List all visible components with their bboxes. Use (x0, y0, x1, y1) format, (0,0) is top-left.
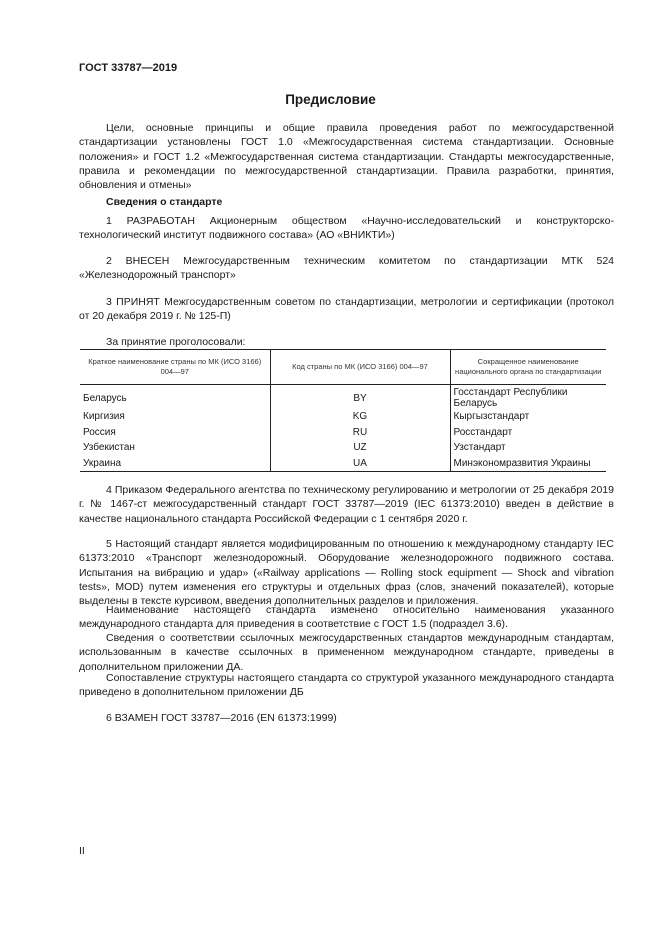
table-row (80, 425, 606, 441)
header-country-name: Краткое наименование страны по МК (ИСО 3166) 004—97 (80, 350, 270, 385)
header-country-code: Код страны по МК (ИСО 3166) 004—97 (270, 350, 450, 385)
country-name: Беларусь (83, 392, 127, 404)
item-5-paragraph: 5 Настоящий стандарт является модифицированным по отношению к международному стандарту IEC 61373:2010 «Транспорт железнодорожный. Оборудование железнодорожного подвижного состава. Испытания на вибрацию и удар» («Railway applications — Rolling stock equipment — Shock and vibration tests», MOD) путем изменения его структуры и отдельных фраз (слов, значений показателей), которые выделены в тексте курсивом, введения дополнительных разделов и приложения. (79, 538, 614, 608)
standards-body: Минэкономразвития Украины (450, 456, 606, 472)
table-header-row (80, 350, 606, 385)
item-4-paragraph: 4 Приказом Федерального агентства по техническому регулированию и метрологии от 25 декабря 2019 г. № 1467-ст межгосударственный стандарт ГОСТ 33787—2019 (IEC 61373:2010) введен в действие в качестве национального стандарта Российской Федерации с 1 сентября 2020 г. (79, 484, 614, 525)
intro-paragraph: Цели, основные принципы и общие правила проведения работ по межгосударственной стандартизации установлены ГОСТ 1.0 «Межгосударственная система стандартизации. Основные положения» и ГОСТ 1.2 «Межгосударственная система стандартизации. Стандарты межгосударственные, правила и рекомендации по межгосударственной стандартизации. Правила разработки, принятия, обновления и отмены» (79, 122, 614, 192)
country-code: KG (270, 409, 450, 425)
standards-body: Росстандарт (450, 425, 606, 441)
item-5-paragraph-3: Сведения о соответствии ссылочных межгосударственных стандартов международным стандартам, использованным в качестве ссылочных в примененном международном стандарте, приведены в дополнительном приложении ДА. (79, 632, 614, 673)
table-row (80, 409, 606, 425)
page-title: Предисловие (285, 92, 376, 107)
table-row (80, 440, 606, 456)
country-name: Узбекистан (83, 442, 135, 454)
item-3-paragraph: 3 ПРИНЯТ Межгосударственным советом по стандартизации, метрологии и сертификации (протокол от 20 декабря 2019 г. № 125-П) (79, 296, 614, 323)
document-id: ГОСТ 33787—2019 (79, 62, 178, 74)
vote-label: За принятие проголосовали: (106, 336, 246, 348)
item-6-paragraph: 6 ВЗАМЕН ГОСТ 33787—2016 (EN 61373:1999) (106, 712, 337, 724)
item-5-paragraph-2: Наименование настоящего стандарта изменено относительно наименования указанного международного стандарта для приведения в соответствие с ГОСТ 1.5 (подраздел 3.6). (79, 604, 614, 631)
table-row (80, 385, 606, 410)
item-2-paragraph: 2 ВНЕСЕН Межгосударственным техническим комитетом по стандартизации МТК 524 «Железнодорожный транспорт» (79, 255, 614, 282)
header-standards-body: Сокращенное наименование национального органа по стандартизации (450, 350, 606, 385)
country-code: UA (270, 456, 450, 472)
country-code: RU (270, 425, 450, 441)
countries-table (80, 349, 606, 472)
standards-body: Госстандарт Республики Беларусь (450, 385, 606, 410)
standards-body: Узстандарт (450, 440, 606, 456)
country-code: UZ (270, 440, 450, 456)
country-name: Киргизия (83, 411, 125, 423)
standards-body: Кыргызстандарт (450, 409, 606, 425)
item-1-paragraph: 1 РАЗРАБОТАН Акционерным обществом «Научно-исследовательский и конструкторско-технологический институт подвижного состава» (АО «ВНИКТИ») (79, 215, 614, 242)
table-row (80, 456, 606, 472)
item-5-paragraph-4: Сопоставление структуры настоящего стандарта со структурой указанного международного стандарта приведено в дополнительном приложении ДБ (79, 672, 614, 699)
country-name: Россия (83, 426, 116, 438)
country-name: Украина (80, 456, 270, 472)
section-subheading: Сведения о стандарте (106, 196, 223, 208)
country-code: BY (270, 385, 450, 410)
page-number: II (79, 845, 85, 857)
